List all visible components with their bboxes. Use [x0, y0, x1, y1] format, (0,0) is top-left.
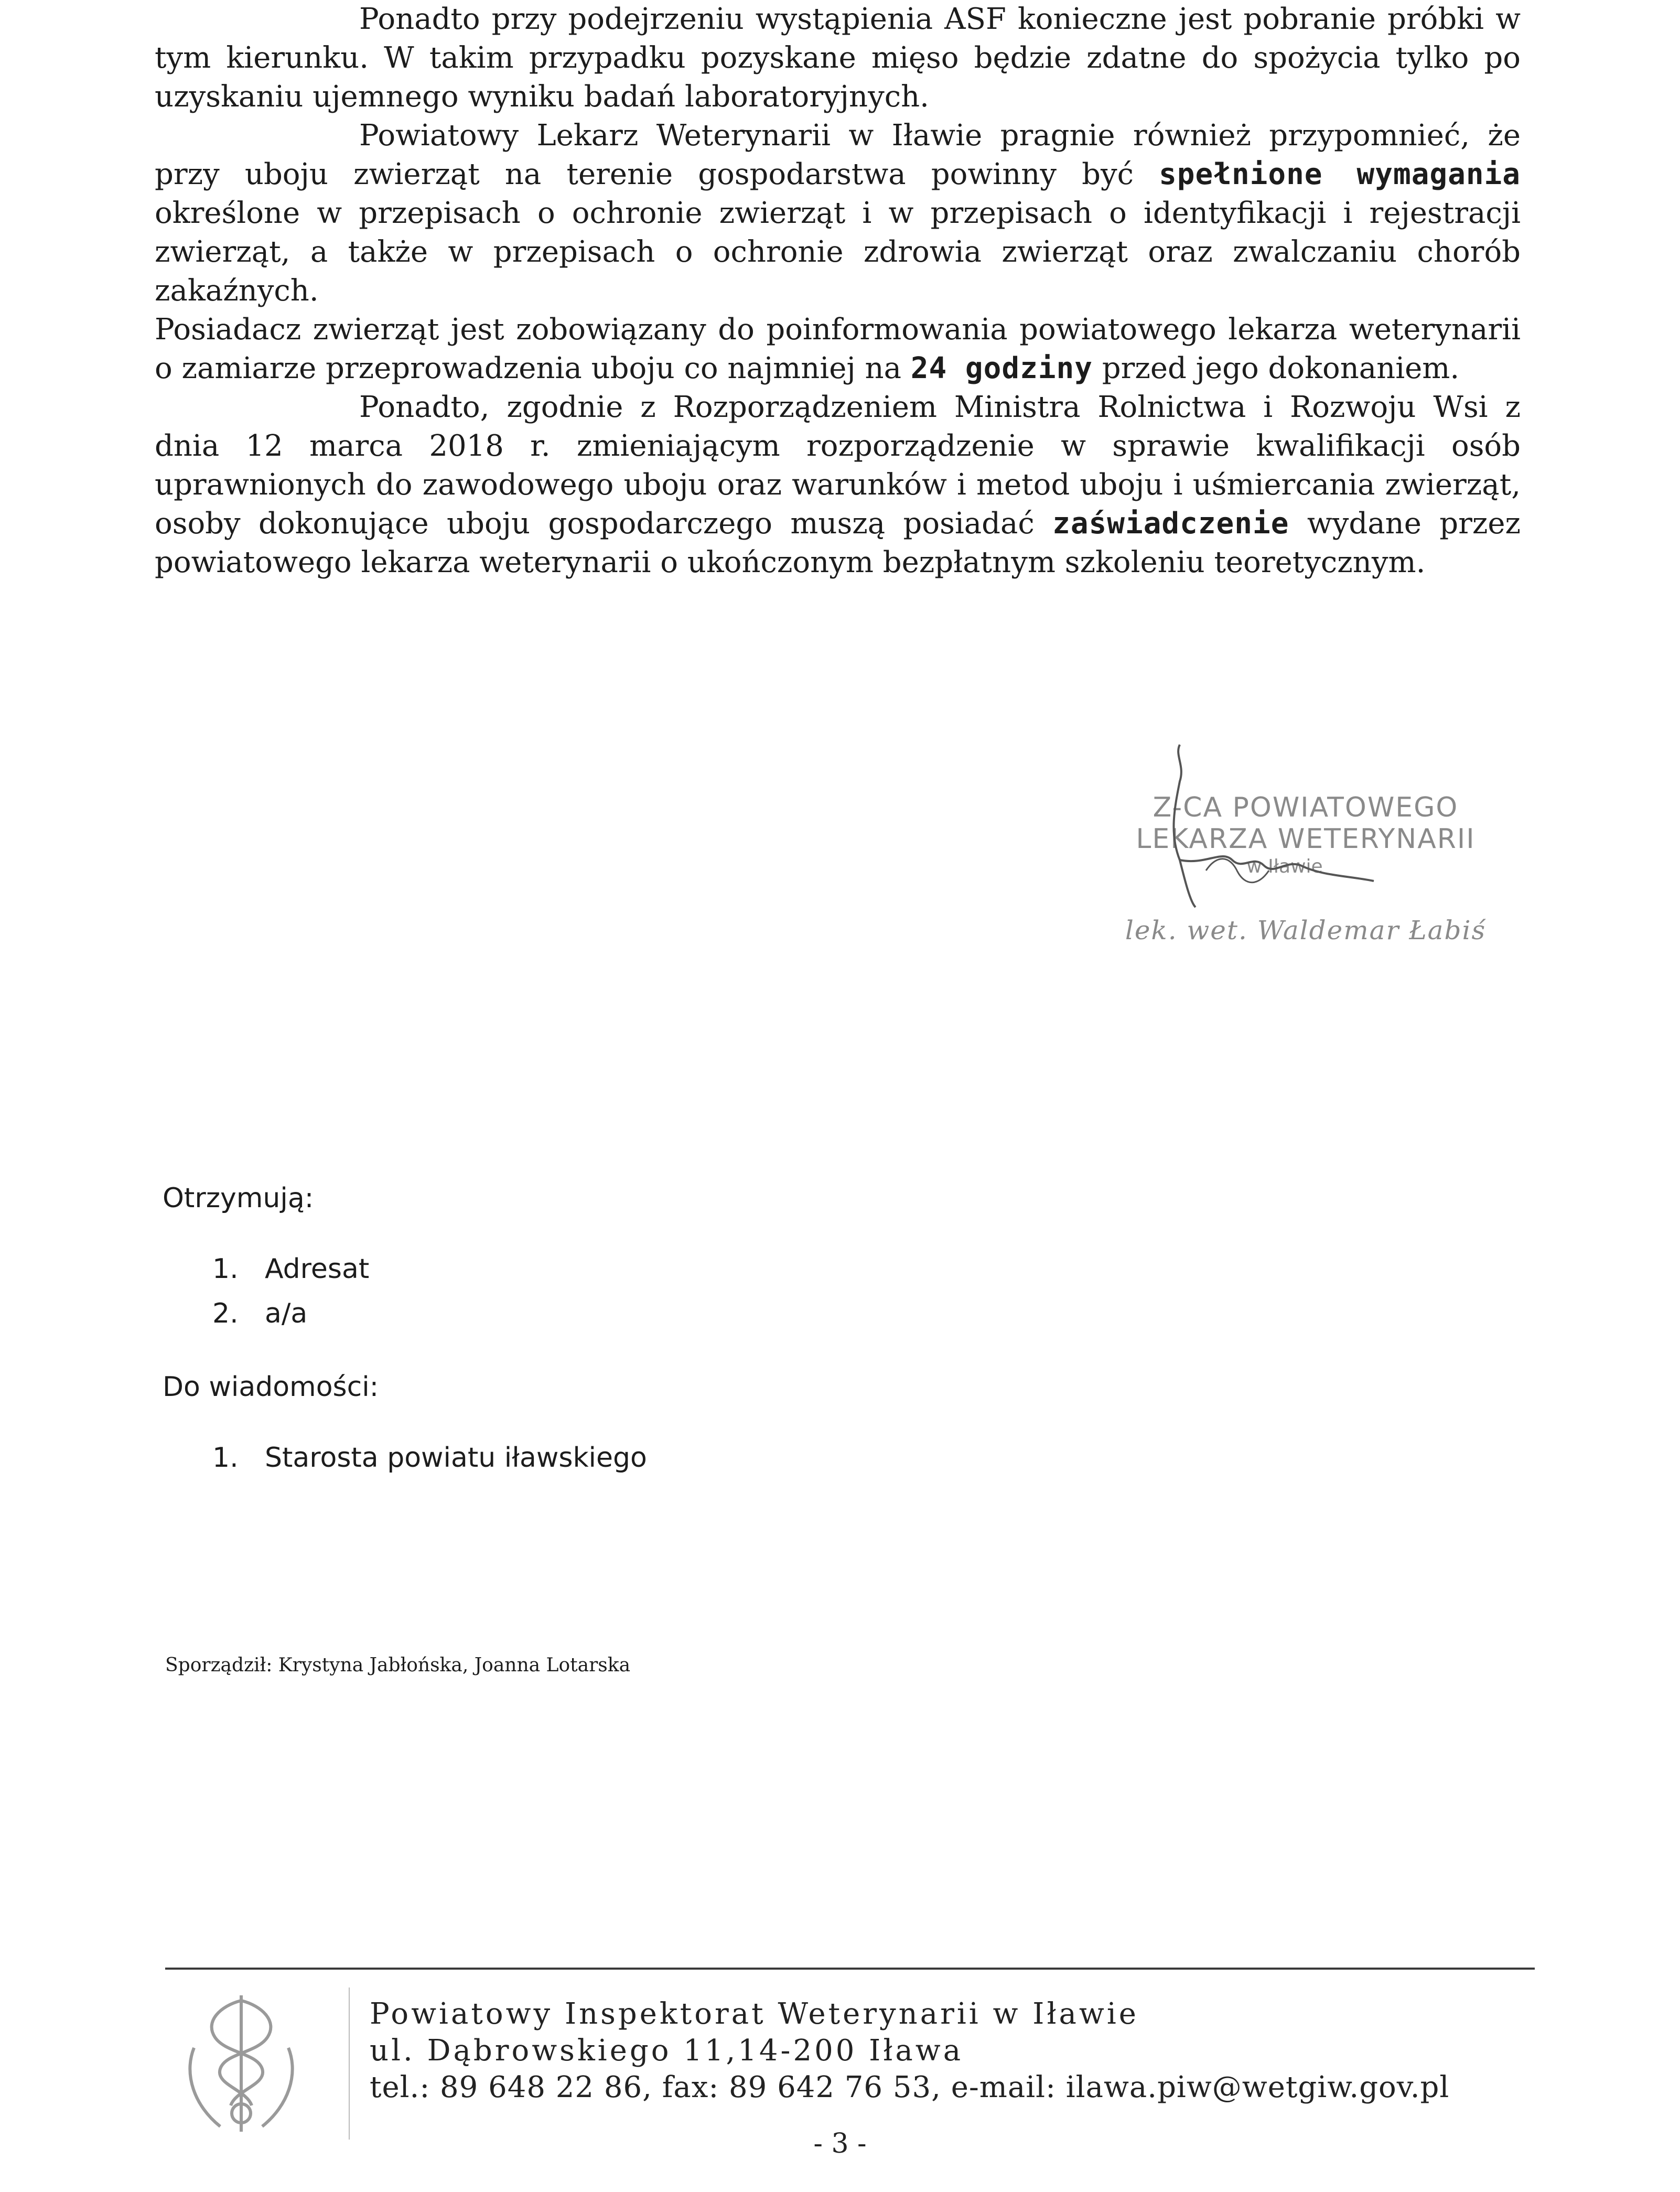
- list-text: Adresat: [265, 1253, 370, 1285]
- bold-24-hours: 24 godziny: [910, 351, 1093, 385]
- list-number: 1.: [212, 1442, 239, 1474]
- handwritten-signature: [1101, 734, 1479, 960]
- footer-divider: [165, 1968, 1535, 1970]
- paragraph-text: Powiatowy Lekarz Weterynarii w Iławie pragnie również przypomnieć, że przy uboju zwierząt na terenie gospodarstwa powinny być: [155, 119, 1521, 191]
- footer-vertical-line: [349, 1987, 350, 2140]
- footer-contact: tel.: 89 648 22 86, fax: 89 642 76 53, e-mail: ilawa.piw@wetgiw.gov.pl: [370, 2070, 1450, 2104]
- recipients-heading: Otrzymują:: [163, 1183, 314, 1214]
- paragraph-asf-sample: [155, 0, 1521, 116]
- for-information-item: [212, 1442, 647, 1474]
- page-number: - 3 -: [813, 2128, 867, 2159]
- paragraph-text: Posiadacz zwierząt jest zobowiązany do poinformowania powiatowego lekarza weterynarii o zamiarze przeprowadzenia uboju co najmniej na: [155, 313, 1521, 385]
- paragraph-text: Ponadto, zgodnie z Rozporządzeniem Ministra Rolnictwa i Rozwoju Wsi z dnia 12 marca 2018 r. zmieniającym rozporządzenie w sprawie kwalifikacji osób uprawnionych do zawodowego uboju oraz warunków i metod uboju i uśmiercania zwierząt, osoby dokonujące uboju gospodarczego muszą posiadać: [155, 390, 1521, 541]
- paragraph-slaughter-requirements: [155, 116, 1521, 310]
- footer-institution: Powiatowy Inspektorat Weterynarii w Iławie: [370, 1997, 1139, 2031]
- paragraph-notification: [155, 310, 1521, 388]
- recipient-item: [212, 1253, 369, 1285]
- letter-body: [155, 0, 1521, 582]
- list-number: 2.: [212, 1298, 239, 1329]
- stamp-location: w Iławie: [1246, 856, 1323, 877]
- signature-stamp: [1101, 734, 1487, 960]
- stamp-title-line2: LEKARZA WETERYNARII: [1136, 823, 1476, 855]
- for-information-heading: Do wiadomości:: [163, 1371, 379, 1403]
- prepared-by: Sporządził: Krystyna Jabłońska, Joanna Lotarska: [165, 1654, 631, 1676]
- stamp-title-line1: Z-CA POWIATOWEGO: [1153, 792, 1459, 823]
- recipient-item: [212, 1298, 307, 1329]
- list-text: a/a: [265, 1298, 308, 1329]
- footer-address: ul. Dąbrowskiego 11,14-200 Iława: [370, 2034, 964, 2068]
- paragraph-regulation: [155, 388, 1521, 582]
- stamp-name: lek. wet. Waldemar Łabiś: [1125, 915, 1487, 945]
- paragraph-text: wydane przez powiatowego lekarza weterynarii o ukończonym bezpłatnym szkoleniu teoretycznym.: [155, 507, 1521, 579]
- caduceus-logo-icon: [173, 1985, 309, 2142]
- paragraph-text: określone w przepisach o ochronie zwierząt i w przepisach o identyfikacji i rejestracji zwierząt, a także w przepisach o ochronie zdrowia zwierząt oraz zwalczaniu chorób zakaźnych.: [155, 196, 1521, 308]
- paragraph-text: przed jego dokonaniem.: [1092, 351, 1460, 385]
- bold-requirements: spełnione wymagania: [1159, 157, 1521, 191]
- bold-certificate: zaświadczenie: [1052, 507, 1289, 541]
- paragraph-text: Ponadto przy podejrzeniu wystąpienia ASF konieczne jest pobranie próbki w tym kierunku. W takim przypadku pozyskane mięso będzie zdatne do spożycia tylko po uzyskaniu ujemnego wyniku badań laboratoryjnych.: [155, 2, 1521, 114]
- list-text: Starosta powiatu iławskiego: [265, 1442, 647, 1474]
- list-number: 1.: [212, 1253, 239, 1285]
